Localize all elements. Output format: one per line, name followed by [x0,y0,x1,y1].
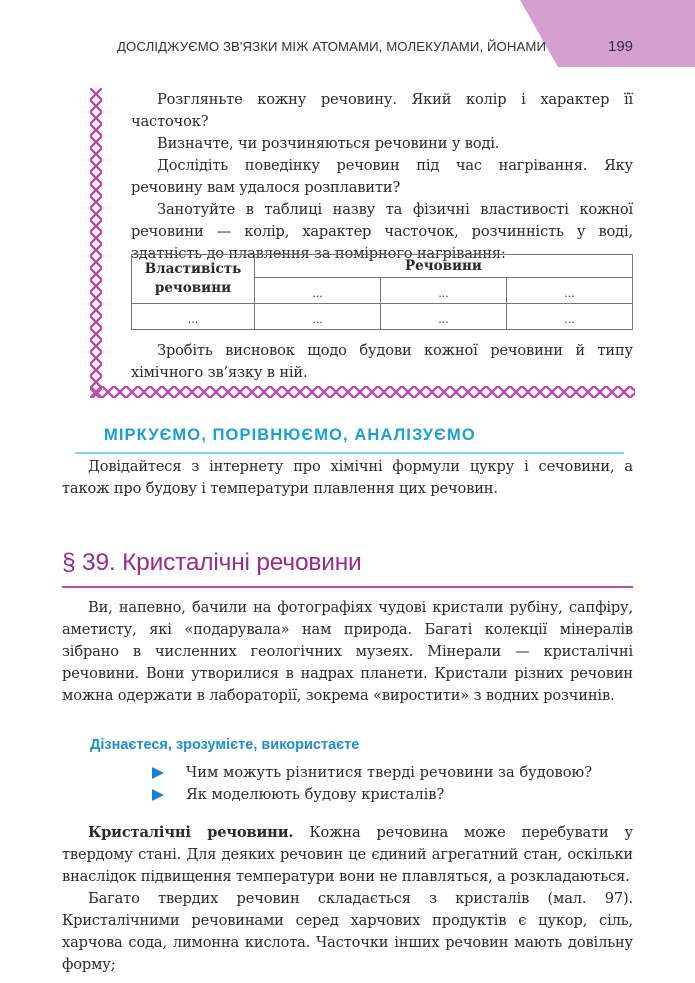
table-subheader: ... [255,278,381,304]
experiment-instructions [131,89,633,265]
think-paragraph: Довідайтеся з інтернету про хімічні формули цукру і сечовини, а також про будову і температури плавлення цих речовин. [62,458,633,497]
objectives-heading: Дізнаєтеся, зрозумієте, використаєте [90,737,360,753]
table-row [132,304,633,330]
triangle-bullet-icon [152,789,164,801]
conclusion-block [131,340,633,384]
table-header-property: Властивість речовини [132,255,255,304]
table-cell: ... [255,304,381,330]
section-title-rule [62,586,633,588]
table-cell: ... [380,304,506,330]
think-heading-rule [75,452,624,454]
objective-text: Чим можуть різнитися тверді речовини за будовою? [186,764,593,781]
list-item [152,762,592,784]
properties-table [131,254,633,330]
conclusion-paragraph: Зробіть висновок щодо будови кожної речовини й типу хімічного зв’язку в ній. [131,342,633,381]
table-subheader: ... [506,278,632,304]
intro-paragraph: Ви, напевно, бачили на фотографіях чудові кристали рубіну, сапфіру, аметисту, які «подарувала» нам природа. Багаті колекції мінералів зібрано в численних геологічних музеях. Мінерали — кристалічні речовини. Вони утворилися в надрах планети. Кристали різних речовин можна одержати в лабораторії, зокрема «виростити» з водних розчинів. [62,599,633,704]
section-title: § 39. Кристалічні речовини [62,549,362,576]
body-paragraph [62,822,633,888]
section-body [62,822,633,976]
objective-text: Як моделюють будову кристалів? [186,786,445,803]
think-text-block [62,456,633,500]
body-paragraph: Багато твердих речовин складається з кристалів (мал. 97). Кристалічними речовинами серед харчових продуктів є цукор, сіль, харчова сода, лимонна кислота. Часточки інших речовин мають довільну форму; [62,890,633,973]
table-cell: ... [506,304,632,330]
section-intro [62,597,633,707]
table-header-substances: Речовини [255,255,633,278]
page-number: 199 [608,38,634,55]
instruction-paragraph: Занотуйте в таблиці назву та фізичні властивості кожної речовини — колір, характер часточок, розчинність у воді, здатність до плавлення за помірного нагрівання: [131,201,633,262]
table-subheader: ... [380,278,506,304]
table-cell: ... [132,304,255,330]
instruction-paragraph: Дослідіть поведінку речовин під час нагрівання. Яку речовину вам удалося розплавити? [131,157,633,196]
instruction-paragraph: Визначте, чи розчиняються речовини у воді. [157,135,500,152]
lead-term: Кристалічні речовини. [88,824,294,841]
think-heading: МІРКУЄМО, ПОРІВНЮЄМО, АНАЛІЗУЄМО [104,426,476,444]
triangle-bullet-icon [152,767,164,779]
body-text: Кожна речовина може перебувати у твердому стані. Для деяких речовин це єдиний агрегатний стан, оскільки внаслідок підвищення температури вони не плавляться, а розкладаються. [62,824,633,885]
diamond-border-bottom [90,386,635,398]
running-head: ДОСЛІДЖУЄМО ЗВ'ЯЗКИ МІЖ АТОМАМИ, МОЛЕКУЛАМИ, ЙОНАМИ [117,39,547,54]
page-tab [520,0,695,67]
objectives-list [152,762,592,806]
diamond-border-left [90,88,102,398]
instruction-paragraph: Розгляньте кожну речовину. Який колір і характер її часточок? [131,91,633,130]
list-item [152,784,592,806]
